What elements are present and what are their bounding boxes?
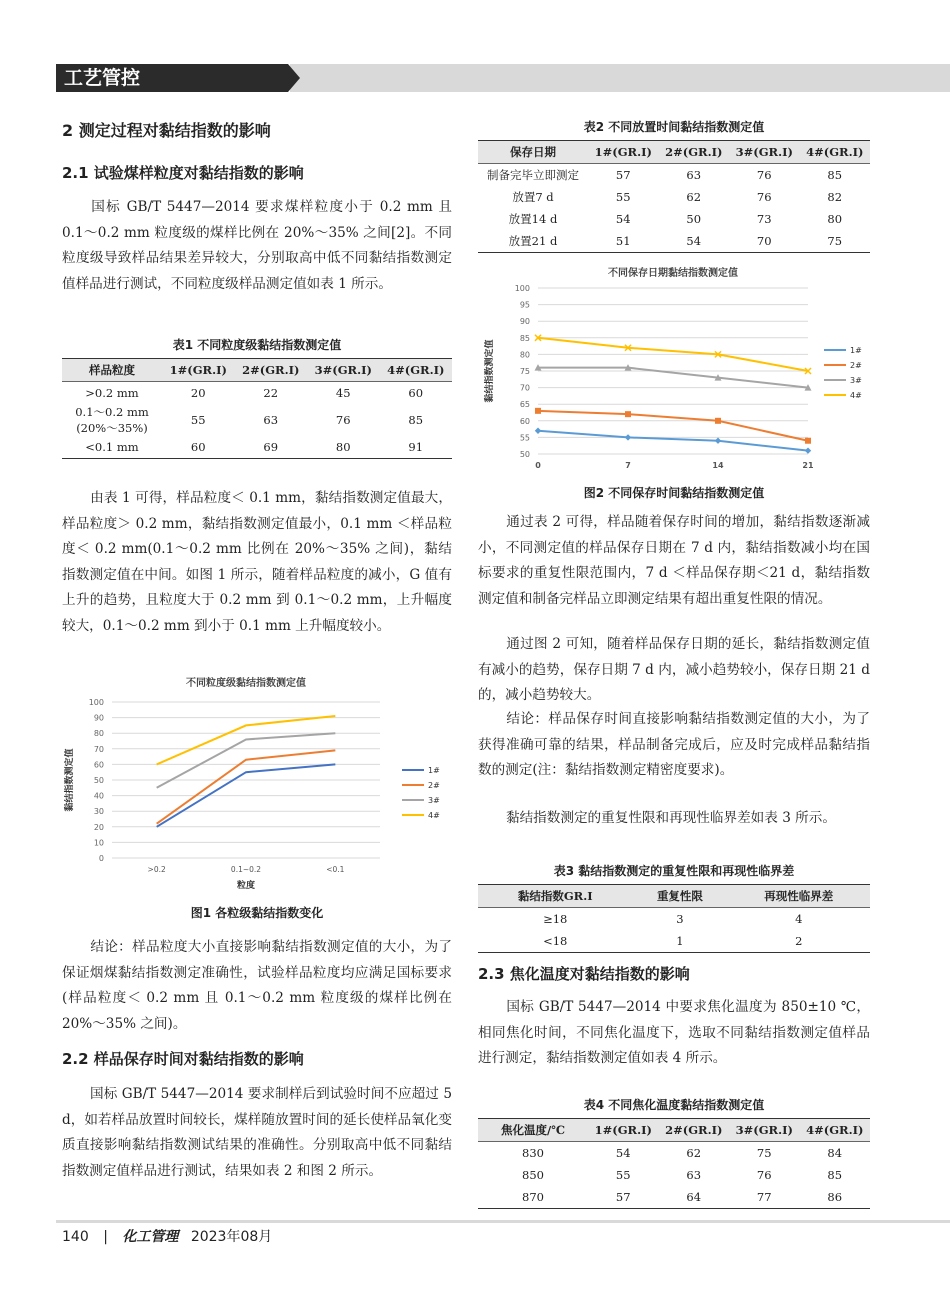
table-cell: 制备完毕立即测定: [487, 168, 579, 182]
paragraph: [478, 632, 870, 709]
table-cell: 76: [335, 413, 351, 427]
figure2-caption: 图2 不同保存时间黏结指数测定值: [583, 486, 765, 500]
table-header-cell: 2#(GR.I): [659, 1119, 730, 1142]
series-line-2#: [157, 750, 336, 823]
paragraph-text: 结论：样品保存时间直接影响黏结指数测定值的大小，为了获得准确可靠的结果，样品制备完成后，应及时完成样品黏结指数的测定(注：黏结指数测定精密度要求)。: [478, 711, 870, 779]
table-cell: 0.1～0.2 mm (20%～35%): [75, 405, 149, 435]
legend-label: 1#: [850, 346, 862, 355]
subsection-title-2-1: 2.1 试验煤样粒度对黏结指数的影响: [62, 164, 304, 182]
table-row: [478, 208, 870, 230]
data-point: [805, 447, 811, 453]
table4-caption: 表4 不同焦化温度黏结指数测定值: [583, 1098, 765, 1112]
x-tick-label: 0.1~0.2: [230, 865, 262, 874]
table-row: [62, 404, 452, 436]
issue-date: 2023年08月: [190, 1229, 273, 1245]
table-cell: <0.1 mm: [62, 436, 162, 459]
x-tick-label: 7: [625, 461, 631, 470]
table3-caption: 表3 黏结指数测定的重复性限和再现性临界差: [553, 864, 795, 878]
x-axis-label: 粒度: [236, 881, 256, 891]
table-header-cell: 4#(GR.I): [380, 359, 453, 382]
table-row: [478, 1164, 870, 1186]
table-cell: 85: [827, 168, 843, 182]
table-cell: ≥18: [543, 912, 568, 926]
table-cell: 54: [615, 1146, 631, 1160]
y-tick-label: 55: [519, 433, 530, 443]
y-tick-label: 50: [519, 450, 530, 459]
table-cell: 69: [235, 436, 308, 459]
y-tick-label: 60: [93, 760, 104, 770]
data-point: [805, 438, 811, 444]
y-tick-label: 100: [514, 284, 530, 293]
paragraph-text: 国标 GB/T 5447—2014 要求煤样粒度小于 0.2 mm 且 0.1～0.2 mm 粒度级的煤样比例在 20%～35% 之间[2]。不同粒度级导致样品结果差异较大，分别取高中低不同黏结指数测定值样品进行测试，不同粒度级样品测定值如表 1 所示。: [62, 199, 452, 292]
paragraph: [62, 1082, 452, 1184]
y-tick-label: 50: [93, 776, 104, 785]
footer: [62, 1226, 272, 1246]
table-header-cell: 1#(GR.I): [588, 1119, 659, 1142]
x-tick-label: <0.1: [326, 865, 345, 874]
x-tick-label: 14: [712, 461, 724, 470]
y-tick-label: 60: [519, 416, 530, 426]
table-cell: 870: [478, 1186, 588, 1209]
table-cell: 63: [686, 1168, 702, 1182]
table-header-cell: 2#(GR.I): [659, 141, 730, 164]
subsection-title-2-2: 2.2 样品保存时间对黏结指数的影响: [62, 1050, 304, 1068]
legend-label: 3#: [428, 796, 440, 805]
paragraph-text: 由表 1 可得，样品粒度＜ 0.1 mm，黏结指数测定值最大，样品粒度＞ 0.2 mm，黏结指数测定值最小，0.1 mm ＜样品粒度＜ 0.2 mm(0.1～0.2 mm 比例在 20%～35% 之间)，黏结指数测定值在中间。如图 1 所示，随着样品粒度的减小，G 值有上升的趋势，且粒度大于 0.2 mm 到 0.1～0.2 mm，上升幅度较大，0.1～0.2 mm 到小于 0.1 mm 上升幅度较小。: [62, 490, 452, 634]
header-bar: [290, 64, 950, 92]
table-cell: 91: [380, 436, 453, 459]
table-cell: 57: [615, 168, 631, 182]
table1-caption: 表1 不同粒度级黏结指数测定值: [172, 338, 342, 352]
table-cell: 85: [408, 413, 424, 427]
footer-rule: [56, 1220, 950, 1223]
table-cell: 63: [686, 168, 702, 182]
legend-label: 2#: [850, 361, 862, 370]
table-cell: 放置14 d: [508, 212, 558, 226]
table-cell: 80: [827, 212, 843, 226]
table-cell: 55: [615, 1168, 631, 1182]
table2-caption: 表2 不同放置时间黏结指数测定值: [583, 120, 765, 134]
table-cell: 84: [827, 1146, 843, 1160]
y-tick-label: 40: [93, 791, 104, 801]
table-cell: 4: [795, 912, 803, 926]
table-header-cell: 样品粒度: [62, 359, 162, 382]
table-cell: 76: [756, 168, 772, 182]
footer-separator: |: [103, 1229, 108, 1245]
table-cell: 85: [827, 1168, 843, 1182]
table-row: [478, 1142, 870, 1165]
table-cell: 54: [659, 230, 730, 253]
y-axis-label: 黏结指数测定值: [485, 339, 495, 403]
table-cell: >0.2 mm: [85, 386, 139, 400]
table-cell: 50: [686, 212, 702, 226]
table-cell: 86: [800, 1186, 871, 1209]
table-cell: 75: [800, 230, 871, 253]
section-tag-arrow: [288, 64, 300, 92]
data-point: [535, 428, 541, 434]
table-cell: 2: [727, 930, 870, 953]
paragraph-text: 结论：样品粒度大小直接影响黏结指数测定值的大小，为了保证烟煤黏结指数测定准确性，试验样品粒度均应满足国标要求(样品粒度＜ 0.2 mm 且 0.1～0.2 mm 粒度级的煤样比例在 20%～35% 之间)。: [62, 939, 452, 1032]
table-cell: 73: [756, 212, 772, 226]
y-tick-label: 85: [519, 333, 530, 343]
table-header-cell: 2#(GR.I): [235, 359, 308, 382]
table-cell: 64: [659, 1186, 730, 1209]
table-cell: <18: [478, 930, 632, 953]
paragraph: [478, 707, 870, 784]
table-cell: 80: [307, 436, 380, 459]
table-header-cell: 重复性限: [632, 885, 727, 908]
table-header-row: [62, 359, 452, 382]
table-cell: 55: [615, 190, 631, 204]
figure2-chart: [478, 262, 870, 476]
table-cell: 75: [756, 1146, 772, 1160]
legend-label: 1#: [428, 766, 440, 775]
table-cell: 放置7 d: [512, 190, 554, 204]
table-row: [478, 930, 870, 953]
legend-label: 4#: [850, 391, 862, 400]
chart-title: 不同粒度级黏结指数测定值: [186, 678, 306, 689]
y-tick-label: 80: [93, 729, 104, 739]
section-tag: 工艺管控: [56, 64, 288, 92]
y-tick-label: 75: [519, 367, 530, 376]
paragraph: [62, 935, 452, 1037]
legend-label: 4#: [428, 811, 440, 820]
table4: [478, 1118, 870, 1209]
table-cell: 77: [729, 1186, 800, 1209]
table-cell: 51: [588, 230, 659, 253]
table-header-cell: 1#(GR.I): [588, 141, 659, 164]
table-cell: 850: [522, 1168, 544, 1182]
table-header-cell: 3#(GR.I): [307, 359, 380, 382]
data-point: [535, 408, 541, 414]
paragraph: [478, 510, 870, 612]
table-header-row: [478, 141, 870, 164]
table-row: [62, 436, 452, 459]
section-title: 2 测定过程对黏结指数的影响: [62, 121, 271, 140]
y-tick-label: 80: [519, 350, 530, 360]
table-cell: 76: [756, 190, 772, 204]
table-header-cell: 再现性临界差: [727, 885, 870, 908]
table-cell: 57: [588, 1186, 659, 1209]
paragraph: [62, 486, 452, 640]
data-point: [625, 434, 631, 440]
y-tick-label: 95: [519, 300, 530, 310]
paragraph: [478, 995, 870, 1072]
y-tick-label: 10: [93, 838, 104, 848]
table-header-cell: 4#(GR.I): [800, 1119, 871, 1142]
table-cell: 55: [190, 413, 206, 427]
x-tick-label: 21: [802, 461, 814, 470]
page-number: 140: [62, 1229, 89, 1245]
y-tick-label: 100: [88, 698, 104, 707]
journal-name: 化工管理: [122, 1229, 179, 1245]
table-row: [478, 1186, 870, 1209]
table-cell: 放置21 d: [478, 230, 588, 253]
y-tick-label: 70: [519, 383, 530, 393]
table-header-cell: 黏结指数GR.I: [478, 885, 632, 908]
table-cell: 82: [827, 190, 843, 204]
table-header-cell: 3#(GR.I): [729, 1119, 800, 1142]
table-cell: 22: [263, 386, 279, 400]
table3: [478, 884, 870, 953]
paragraph-text: 国标 GB/T 5447—2014 要求制样后到试验时间不应超过 5 d，如若样品放置时间较长，煤样随放置时间的延长使样品氧化变质直接影响黏结指数测试结果的准确性。分别取高中低不同黏结指数测定值样品进行测试，结果如表 2 和图 2 所示。: [62, 1086, 452, 1179]
x-tick-label: >0.2: [147, 865, 166, 874]
paragraph-text: 通过图 2 可知，随着样品保存日期的延长，黏结指数测定值有减小的趋势，保存日期 7 d 内，减小趋势较小，保存日期 21 d 的，减小趋势较大。: [478, 636, 870, 704]
paragraph-text: 国标 GB/T 5447—2014 中要求焦化温度为 850±10 ℃，相同焦化时间，不同焦化温度下，选取不同黏结指数测定值样品进行测定，黏结指数测定值如表 4 所示。: [478, 999, 870, 1067]
y-tick-label: 0: [98, 854, 104, 863]
y-tick-label: 20: [93, 822, 104, 832]
table-row: [478, 908, 870, 931]
paragraph-text: 黏结指数测定的重复性限和再现性临界差如表 3 所示。: [506, 810, 836, 826]
table-cell: 70: [729, 230, 800, 253]
chart-title: 不同保存日期黏结指数测定值: [608, 268, 738, 279]
table-cell: 76: [756, 1168, 772, 1182]
table-row: [62, 382, 452, 405]
data-point: [715, 438, 721, 444]
table-header-cell: 1#(GR.I): [162, 359, 235, 382]
y-tick-label: 30: [93, 807, 104, 817]
table2: [478, 140, 870, 253]
table-row: [478, 164, 870, 187]
y-tick-label: 90: [93, 713, 104, 723]
table-row: [478, 230, 870, 253]
table-header-cell: 4#(GR.I): [800, 141, 871, 164]
data-point: [715, 418, 721, 424]
legend-label: 2#: [428, 781, 440, 790]
paragraph: [62, 195, 452, 297]
table-cell: 63: [263, 413, 279, 427]
table-row: [478, 186, 870, 208]
table-cell: 62: [686, 190, 702, 204]
series-line-2#: [538, 411, 808, 441]
table-cell: 830: [522, 1146, 544, 1160]
series-line-1#: [538, 431, 808, 451]
table-header-cell: 焦化温度/℃: [478, 1119, 588, 1142]
figure1-caption: 图1 各粒级黏结指数变化: [190, 906, 324, 920]
x-tick-label: 0: [535, 461, 541, 470]
subsection-title-2-3: 2.3 焦化温度对黏结指数的影响: [478, 965, 690, 983]
data-point: [625, 411, 631, 417]
table-cell: 20: [190, 386, 206, 400]
table-header-cell: 保存日期: [478, 141, 588, 164]
y-tick-label: 70: [93, 744, 104, 754]
table-cell: 45: [335, 386, 351, 400]
table-header-row: [478, 885, 870, 908]
table-cell: 54: [615, 212, 631, 226]
paragraph: [478, 806, 870, 832]
table1: [62, 358, 452, 459]
table-cell: 1: [632, 930, 727, 953]
figure1-chart: [62, 672, 452, 898]
table-cell: 60: [408, 386, 424, 400]
y-tick-label: 65: [519, 400, 530, 410]
table-cell: 3: [676, 912, 684, 926]
table-cell: 60: [162, 436, 235, 459]
y-tick-label: 90: [519, 317, 530, 327]
legend-label: 3#: [850, 376, 862, 385]
table-header-cell: 3#(GR.I): [729, 141, 800, 164]
table-header-row: [478, 1119, 870, 1142]
table-cell: 62: [686, 1146, 702, 1160]
paragraph-text: 通过表 2 可得，样品随着保存时间的增加，黏结指数逐渐减小，不同测定值的样品保存日期在 7 d 内，黏结指数减小均在国标要求的重复性限范围内，7 d ＜样品保存期＜21 d，黏结指数测定值和制备完样品立即测定结果有超出重复性限的情况。: [478, 514, 870, 607]
y-axis-label: 黏结指数测定值: [65, 748, 75, 812]
